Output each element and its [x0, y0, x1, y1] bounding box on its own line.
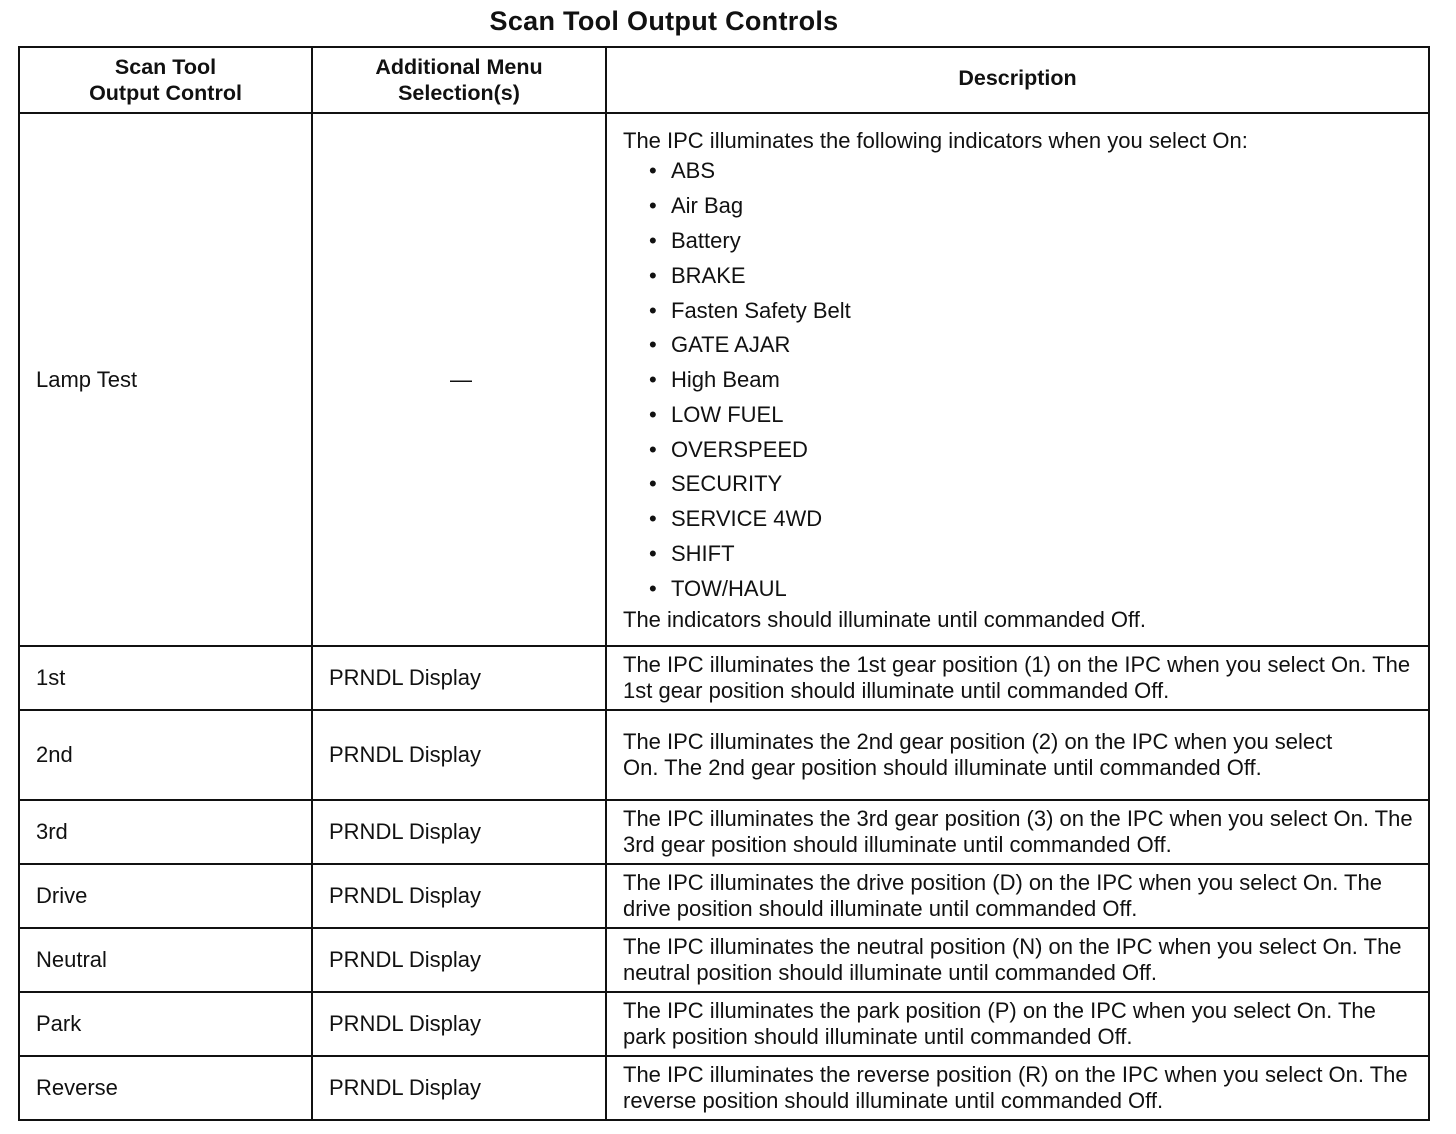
indicator-list — [623, 154, 1416, 606]
cell-selection: — — [312, 113, 606, 646]
cell-description: The IPC illuminates the 3rd gear position (3) on the IPC when you select On. The 3rd gear position should illuminate until commanded Off. — [606, 800, 1429, 864]
indicator-item: • High Beam — [649, 363, 1416, 398]
cell-description: The IPC illuminates the 1st gear position (1) on the IPC when you select On. The 1st gear position should illuminate until commanded Off. — [606, 646, 1429, 710]
table-row-lamp-test — [19, 113, 1429, 646]
cell-control: Neutral — [19, 928, 312, 992]
table-row — [19, 928, 1429, 992]
cell-selection: PRNDL Display — [312, 646, 606, 710]
indicator-item: • ABS — [649, 154, 1416, 189]
header-output-control-line1: Scan Tool — [114, 55, 217, 79]
table-row — [19, 864, 1429, 928]
indicator-item: • OVERSPEED — [649, 433, 1416, 468]
table-row — [19, 992, 1429, 1056]
indicator-item: • SERVICE 4WD — [649, 502, 1416, 537]
indicator-item: • GATE AJAR — [649, 328, 1416, 363]
cell-control: Reverse — [19, 1056, 312, 1120]
indicator-item: • LOW FUEL — [649, 398, 1416, 433]
cell-control: 1st — [19, 646, 312, 710]
cell-description: The IPC illuminates the drive position (D) on the IPC when you select On. The drive position should illuminate until commanded Off. — [606, 864, 1429, 928]
header-description: Description — [606, 47, 1429, 113]
cell-selection: PRNDL Display — [312, 800, 606, 864]
cell-description: The IPC illuminates the reverse position (R) on the IPC when you select On. The reverse position should illuminate until commanded Off. — [606, 1056, 1429, 1120]
output-controls-table — [18, 46, 1430, 1121]
cell-control: 3rd — [19, 800, 312, 864]
table-row — [19, 710, 1429, 800]
header-output-control — [19, 47, 312, 113]
cell-description: The IPC illuminates the park position (P) on the IPC when you select On. The park position should illuminate until commanded Off. — [606, 992, 1429, 1056]
cell-description: The IPC illuminates the neutral position (N) on the IPC when you select On. The neutral position should illuminate until commanded Off. — [606, 928, 1429, 992]
cell-selection: PRNDL Display — [312, 864, 606, 928]
cell-description — [606, 113, 1429, 646]
table-header-row — [19, 47, 1429, 113]
cell-control: 2nd — [19, 710, 312, 800]
header-menu-selection-line1: Additional Menu — [375, 55, 543, 79]
header-menu-selection — [312, 47, 606, 113]
lamp-test-intro: The IPC illuminates the following indicators when you select On: — [623, 128, 1248, 154]
cell-control: Drive — [19, 864, 312, 928]
page-title: Scan Tool Output Controls — [489, 6, 839, 36]
cell-selection: PRNDL Display — [312, 710, 606, 800]
header-menu-selection-line2: Selection(s) — [398, 81, 520, 105]
indicator-item: • SECURITY — [649, 467, 1416, 502]
table-row — [19, 800, 1429, 864]
indicator-item: • Fasten Safety Belt — [649, 294, 1416, 329]
table-row — [19, 1056, 1429, 1120]
indicator-item: • Air Bag — [649, 189, 1416, 224]
cell-control: Lamp Test — [19, 113, 312, 646]
cell-selection: PRNDL Display — [312, 1056, 606, 1120]
indicator-item: • Battery — [649, 224, 1416, 259]
indicator-item: • BRAKE — [649, 259, 1416, 294]
indicator-item: • TOW/HAUL — [649, 572, 1416, 607]
cell-description: The IPC illuminates the 2nd gear position (2) on the IPC when you select On. The 2nd gear position should illuminate until commanded Off. — [606, 710, 1429, 800]
cell-control: Park — [19, 992, 312, 1056]
cell-selection: PRNDL Display — [312, 992, 606, 1056]
header-output-control-line2: Output Control — [89, 81, 242, 105]
lamp-test-outro: The indicators should illuminate until commanded Off. — [623, 606, 1146, 632]
table-row — [19, 646, 1429, 710]
indicator-item: • SHIFT — [649, 537, 1416, 572]
cell-selection: PRNDL Display — [312, 928, 606, 992]
